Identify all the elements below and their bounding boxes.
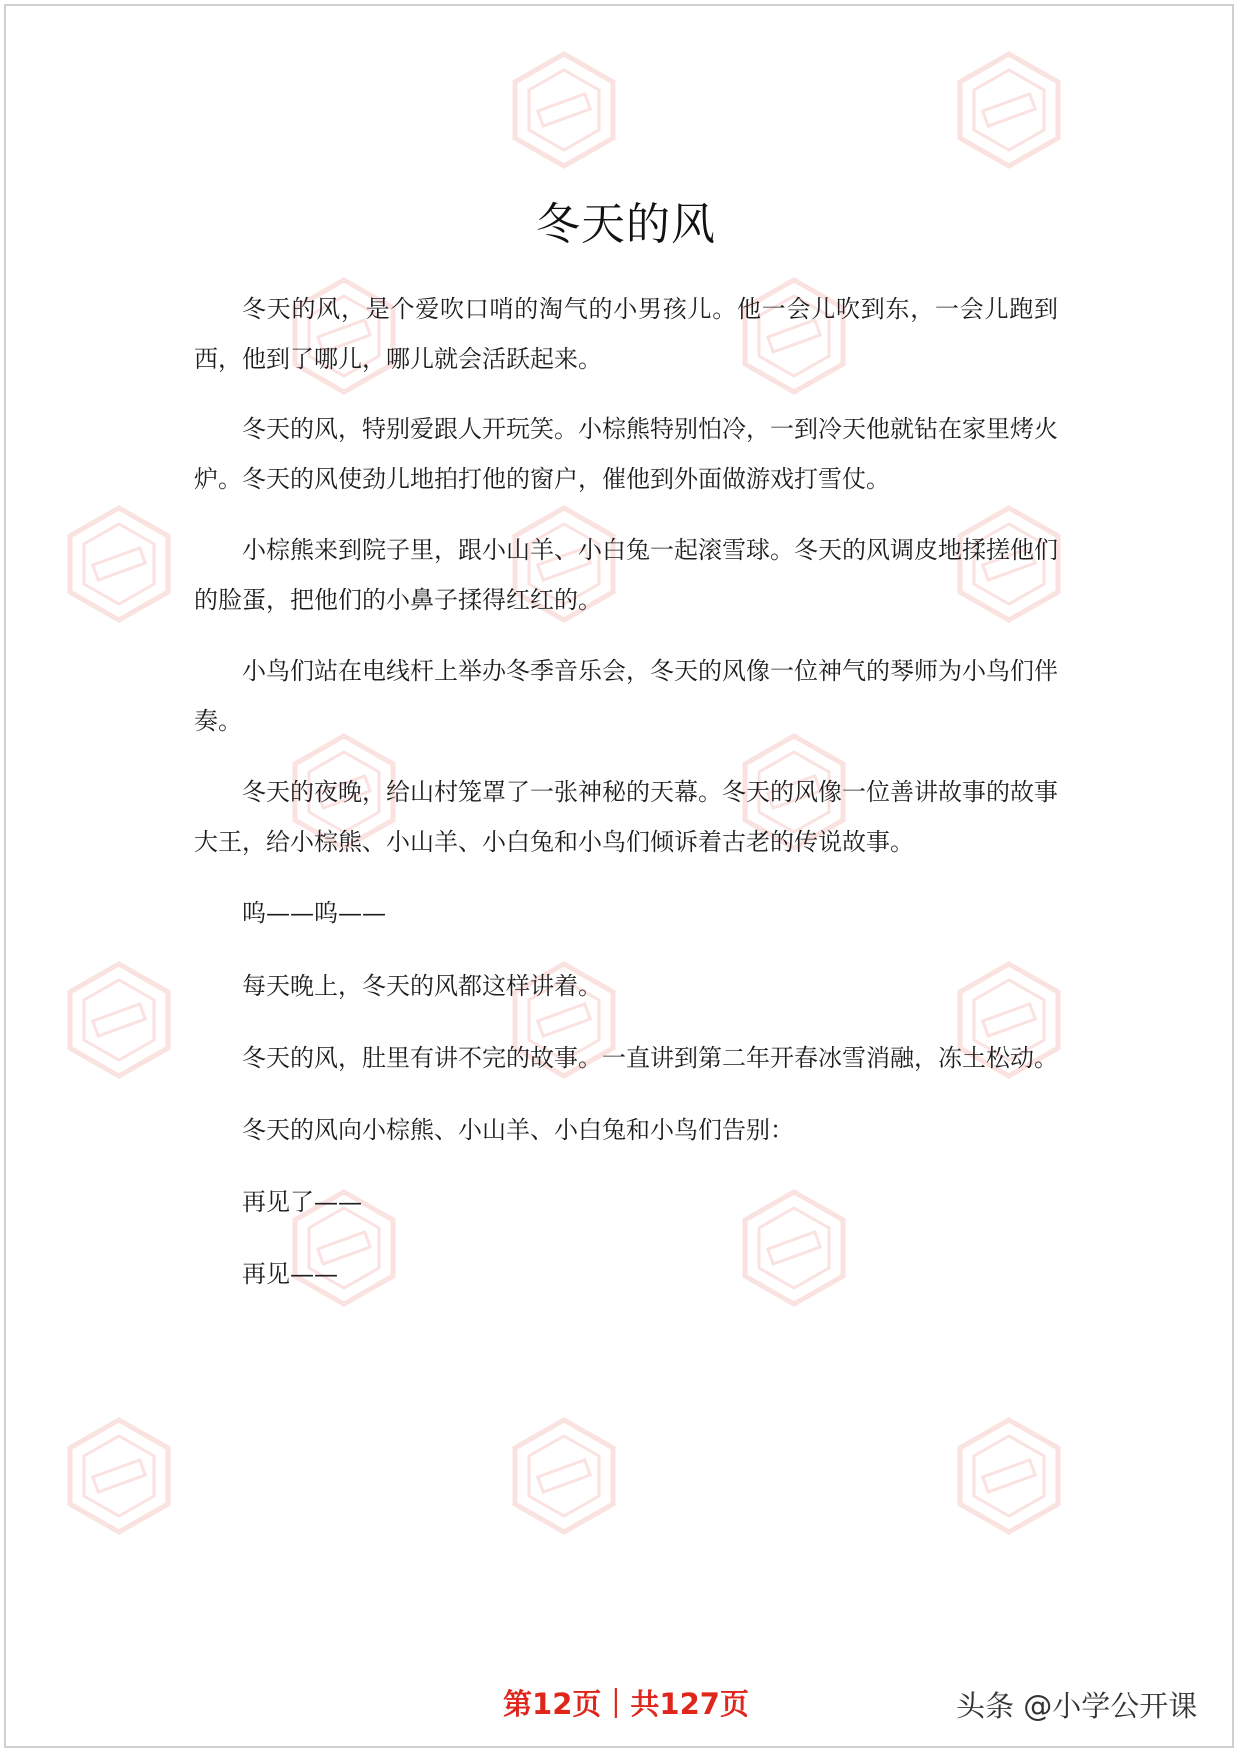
paragraph: 小鸟们站在电线杆上举办冬季音乐会，冬天的风像一位神气的琴师为小鸟们伴奏。 <box>194 657 1058 735</box>
paragraph: 每天晚上，冬天的风都这样讲着。 <box>242 972 602 1000</box>
paragraph: 冬天的风，是个爱吹口哨的淘气的小男孩儿。他一会儿吹到东，一会儿跑到西，他到了哪儿，哪儿就会活跃起来。 <box>194 295 1058 373</box>
hexagon-logo-icon <box>64 960 174 1080</box>
hexagon-logo-icon <box>954 50 1064 170</box>
paragraph: 冬天的风，肚里有讲不完的故事。一直讲到第二年开春冰雪消融，冻土松动。 <box>242 1044 1058 1072</box>
paragraph: 呜——呜—— <box>242 899 386 927</box>
hexagon-logo-icon <box>509 50 619 170</box>
page-indicator: 第12页｜共127页 <box>503 1687 749 1721</box>
paragraph: 冬天的风，特别爱跟人开玩笑。小棕熊特别怕冷，一到冷天他就钻在家里烤火炉。冬天的风使劲儿地拍打他的窗户，催他到外面做游戏打雪仗。 <box>194 415 1058 493</box>
hexagon-logo-icon <box>64 504 174 624</box>
hexagon-logo-icon <box>509 1416 619 1536</box>
brand-watermark: 头条 @小学公开课 <box>956 1689 1198 1723</box>
paragraph: 冬天的风向小棕熊、小山羊、小白兔和小鸟们告别： <box>242 1116 794 1144</box>
paragraph: 冬天的夜晚，给山村笼罩了一张神秘的天幕。冬天的风像一位善讲故事的故事大王，给小棕熊、小山羊、小白兔和小鸟们倾诉着古老的传说故事。 <box>194 778 1058 856</box>
paragraph: 再见—— <box>242 1260 338 1288</box>
hexagon-logo-icon <box>64 1416 174 1536</box>
paragraph: 小棕熊来到院子里，跟小山羊、小白兔一起滚雪球。冬天的风调皮地揉搓他们的脸蛋，把他们的小鼻子揉得红红的。 <box>194 536 1058 614</box>
hexagon-logo-icon <box>954 1416 1064 1536</box>
document-page <box>4 4 1234 1748</box>
document-title: 冬天的风 <box>536 199 716 250</box>
paragraph: 再见了—— <box>242 1188 362 1216</box>
